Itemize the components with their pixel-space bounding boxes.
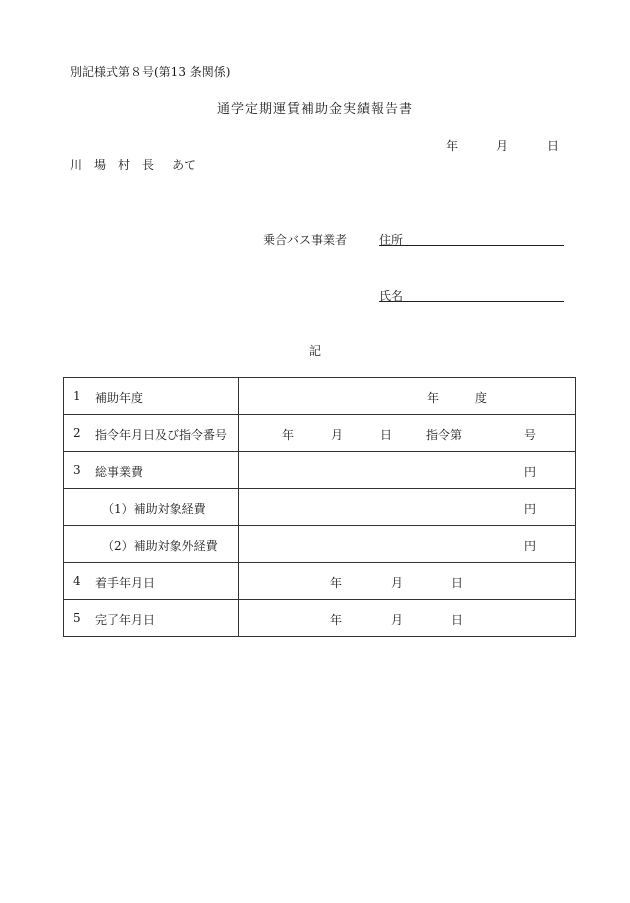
row-number: 3 [73,463,81,477]
table-row [64,378,576,415]
addressee [70,158,196,172]
ineligible-cost-field[interactable] [239,526,576,563]
addressee-suffix: あて [172,158,197,172]
year-unit: 年 [282,428,295,442]
date-month-label: 月 [496,139,509,153]
month-unit: 月 [331,428,344,442]
day-unit: 日 [380,428,393,442]
day-unit: 日 [451,576,464,590]
operator-label: 乗合バス事業者 [263,233,348,247]
fiscal-unit: 度 [475,391,488,405]
row-label-cell [64,563,239,600]
address-label: 住所 [379,233,404,247]
day-unit: 日 [451,613,464,627]
row-label: 着手年月日 [95,576,156,590]
table-row [64,600,576,637]
date-day-label: 日 [547,139,560,153]
row-label: （2）補助対象外経費 [102,539,218,553]
form-number-label: 別記様式第８号(第13 条関係) [70,65,231,79]
table-row [64,452,576,489]
table-row [64,563,576,600]
row-label: 補助年度 [95,391,144,405]
row-label-cell [64,526,239,563]
row-label: 指令年月日及び指令番号 [95,428,228,442]
row-label-cell [64,489,239,526]
year-unit: 年 [330,576,343,590]
row-number: 5 [73,611,81,625]
name-label: 氏名 [379,289,404,303]
name-field-line[interactable] [379,301,564,302]
table-row [64,526,576,563]
row-label: 完了年月日 [95,613,156,627]
row-label: 総事業費 [95,465,144,479]
yen-unit: 円 [524,502,537,516]
eligible-cost-field[interactable] [239,489,576,526]
month-unit: 月 [391,613,404,627]
year-unit: 年 [427,391,440,405]
year-unit: 年 [330,613,343,627]
addressee-char: 場 [94,158,107,172]
yen-unit: 円 [524,539,537,553]
yen-unit: 円 [524,465,537,479]
row-number: 2 [73,426,81,440]
directive-prefix: 指令第 [426,428,463,442]
completion-date-field[interactable] [239,600,576,637]
row-number: 4 [73,574,81,588]
addressee-char: 長 [142,158,155,172]
date-year-label: 年 [446,139,459,153]
table-row [64,489,576,526]
addressee-char: 村 [118,158,131,172]
number-unit: 号 [524,428,537,442]
row-label-cell [64,600,239,637]
row-number: 1 [73,389,81,403]
addressee-char: 川 [70,158,83,172]
month-unit: 月 [391,576,404,590]
row-label-cell [64,452,239,489]
row-label-cell [64,415,239,452]
ki-heading: 記 [308,344,321,358]
row-label-cell [64,378,239,415]
total-cost-field[interactable] [239,452,576,489]
directive-date-number-field[interactable] [239,415,576,452]
table-row [64,415,576,452]
start-date-field[interactable] [239,563,576,600]
address-field-line[interactable] [379,245,564,246]
subsidy-year-field[interactable] [239,378,576,415]
report-table [63,377,576,637]
row-label: （1）補助対象経費 [102,502,206,516]
document-title: 通学定期運賃補助金実績報告書 [216,102,413,117]
